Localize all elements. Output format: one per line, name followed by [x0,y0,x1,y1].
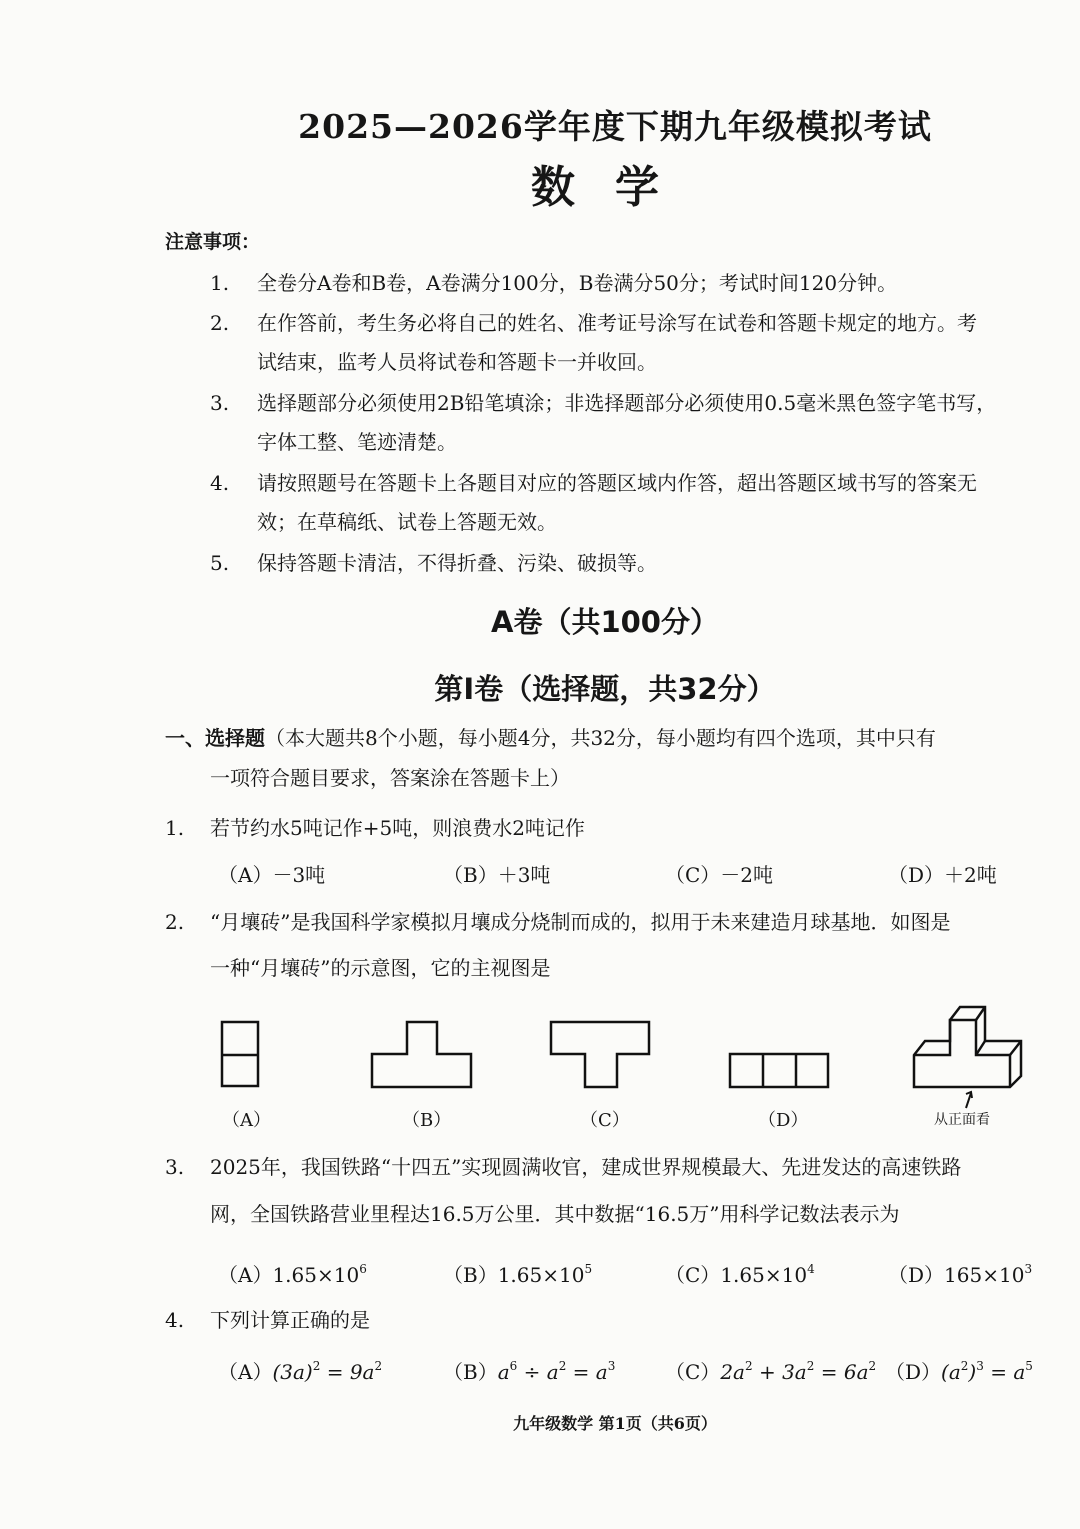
math-exponent: 2 [806,1359,815,1373]
arrow-icon [966,1093,971,1108]
option-label: （A） [218,1263,273,1287]
option-c [665,1263,815,1285]
option-b [443,1263,592,1285]
notice-heading: 注意事项： [165,231,261,253]
notice-text: 请按照题号在答题卡上各题目对应的答题区域内作答，超出答题区域书写的答案无 [257,471,977,495]
notice-text: 在作答前，考生务必将自己的姓名、准考证号涂写在试卷和答题卡规定的地方。考 [257,311,977,335]
math-exponent: 2 [374,1359,383,1373]
math-term: = 9a [320,1360,375,1384]
option-label: （B） [443,1360,498,1384]
question-text: “月壤砖”是我国科学家模拟月壤成分烧制而成的，拟用于未来建造月球基地．如图是 [210,910,951,934]
option-c: （C）－2吨 [665,863,774,887]
question-text: 2025年，我国铁路“十四五”实现圆满收官，建成世界规模最大、先进发达的高速铁路 [210,1155,962,1179]
notice-text: 效；在草稿纸、试卷上答题无效。 [257,510,557,534]
math-exponent: 3 [607,1359,616,1373]
exam-title: 2025—2026学年度下期九年级模拟考试 [298,107,932,146]
question-number: 2. [165,910,185,934]
option-exponent: 3 [1024,1262,1033,1276]
option-c [665,1360,876,1382]
figure-a-shape [222,1022,258,1086]
option-label: （B） [443,1263,498,1287]
math-term: 2a [720,1360,745,1384]
option-b: （B）＋3吨 [443,863,551,887]
option-exponent: 6 [359,1262,367,1276]
instructions-line-2: 一项符合题目要求，答案涂在答题卡上） [210,766,570,790]
section-a-heading: A卷（共100分） [491,605,719,639]
lunar-brick-3d-figure [914,1007,1021,1108]
question-number: 1. [165,816,185,840]
math-exponent: 2 [312,1359,321,1373]
question-number: 3. [165,1155,185,1179]
notice-num: 5. [210,551,230,575]
notice-text: 字体工整、笔迹清楚。 [257,430,457,454]
subject-title: 数学 [531,162,699,213]
figure-label-b: （B） [402,1110,452,1131]
question-text: 下列计算正确的是 [210,1308,370,1332]
figure-b-shape [372,1022,471,1087]
figure-caption: 从正面看 [934,1112,990,1128]
part-1-heading: 第Ⅰ卷（选择题，共32分） [434,672,776,706]
notice-num: 3. [210,391,230,415]
option-value: 1.65×10 [497,1263,585,1287]
page-footer: 九年级数学 第1页（共6页） [513,1414,717,1433]
option-exponent: 4 [807,1262,815,1276]
question-number: 4. [165,1308,185,1332]
math-term: ÷ a [517,1360,559,1384]
option-label: （D） [888,1263,945,1287]
math-exponent: 2 [558,1359,567,1373]
question-text: 若节约水5吨记作+5吨，则浪费水2吨记作 [210,816,585,840]
option-a [218,1263,367,1285]
option-value: 165×10 [944,1263,1025,1287]
math-exponent: 3 [976,1359,984,1373]
math-exponent: 2 [960,1359,969,1373]
math-exponent: 5 [1025,1359,1033,1373]
figure-label-c: （C） [580,1110,630,1131]
instructions-label: 一、选择题 [165,726,265,750]
option-a: （A）－3吨 [218,863,326,887]
option-exponent: 5 [584,1262,593,1276]
math-term: = 6a [814,1360,869,1384]
notice-num: 4. [210,471,230,495]
math-exponent: 2 [868,1359,877,1373]
notice-text: 试结束，监考人员将试卷和答题卡一并收回。 [257,350,657,374]
notice-text: 全卷分A卷和B卷，A卷满分100分，B卷满分50分；考试时间120分钟。 [257,271,898,295]
math-exponent: 2 [744,1359,753,1373]
math-term: a [497,1360,510,1384]
question-text: 一种“月壤砖”的示意图，它的主视图是 [210,956,551,980]
math-exponent: 6 [509,1359,518,1373]
option-d: （D）＋2吨 [888,863,997,887]
figure-label-a: （A） [222,1110,271,1131]
notice-text: 选择题部分必须使用2B铅笔填涂；非选择题部分必须使用0.5毫米黑色签字笔书写， [257,391,997,415]
option-b [443,1360,615,1382]
option-value: 1.65×10 [720,1263,808,1287]
math-term: (3a) [272,1360,313,1384]
figure-c-shape [551,1022,649,1087]
math-term: ) [968,1360,977,1384]
option-d [885,1360,1033,1382]
option-value: 1.65×10 [272,1263,360,1287]
instructions-text: （本大题共8个小题，每小题4分，共32分，每小题均有四个选项，其中只有 [265,726,936,750]
figure-label-d: （D） [758,1110,809,1131]
notice-num: 1. [210,271,230,295]
option-label: （D） [885,1360,942,1384]
option-label: （C） [665,1360,721,1384]
math-term: = a [566,1360,608,1384]
math-term: + 3a [752,1360,807,1384]
option-a [218,1360,382,1382]
question-text: 网，全国铁路营业里程达16.5万公里．其中数据“16.5万”用科学记数法表示为 [210,1202,900,1226]
notice-text: 保持答题卡清洁，不得折叠、污染、破损等。 [257,551,657,575]
option-label: （A） [218,1360,273,1384]
math-term: (a [941,1360,961,1384]
figure-d-shape [730,1054,828,1087]
math-term: = a [983,1360,1026,1384]
option-label: （C） [665,1263,721,1287]
notice-num: 2. [210,311,230,335]
option-d [888,1263,1032,1285]
